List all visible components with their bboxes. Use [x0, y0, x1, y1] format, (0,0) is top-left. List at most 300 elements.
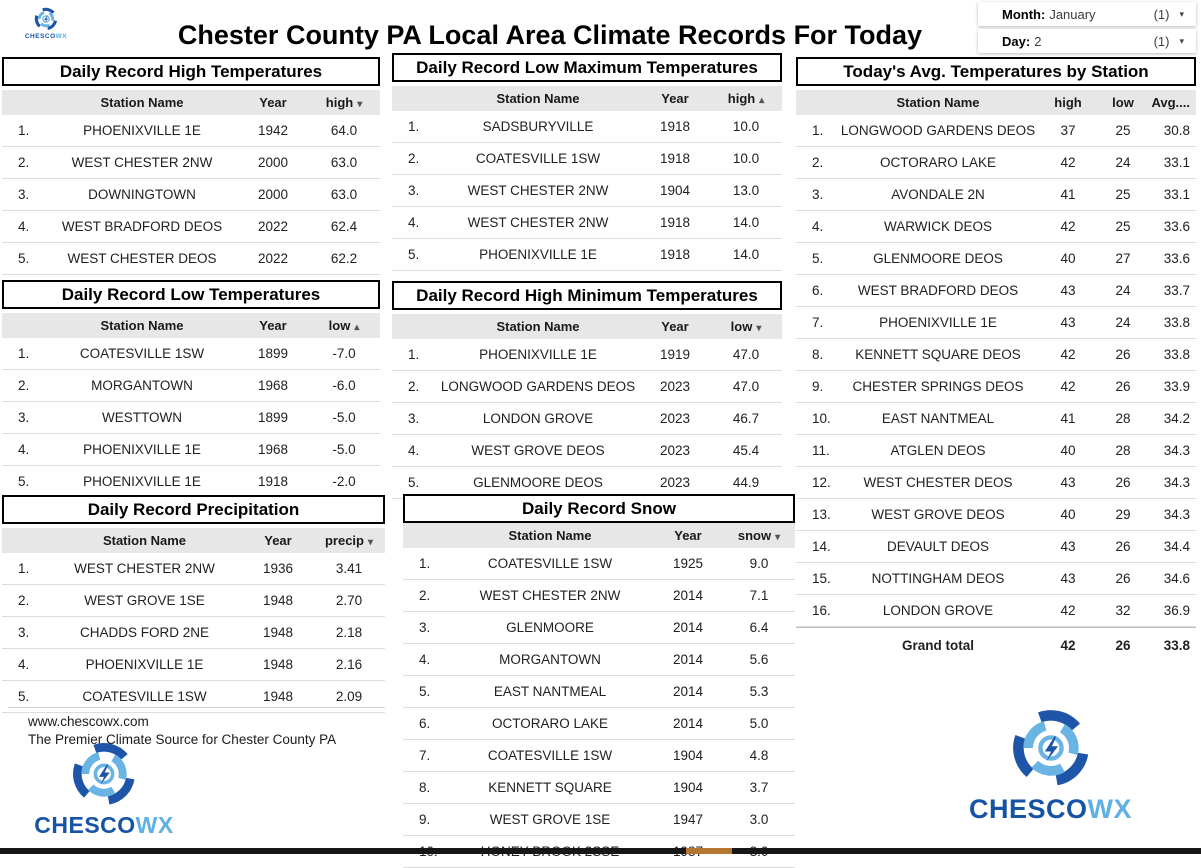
grand-total-high: 42: [1060, 637, 1076, 653]
todays-avg-table: [796, 57, 1196, 662]
avg-value: 33.6: [1163, 251, 1190, 266]
high-value: 40: [1060, 507, 1076, 522]
sort-desc-icon: ▾: [367, 537, 374, 548]
record-year: 1918: [659, 151, 691, 166]
record-year: 1948: [262, 593, 294, 608]
brand-wordmark: CHESCOWX: [968, 794, 1132, 824]
record-year: 2000: [257, 155, 289, 170]
table-title: Daily Record Precipitation: [2, 495, 385, 524]
record-value: 62.2: [330, 251, 358, 266]
high-value: 42: [1060, 155, 1076, 170]
table-row: [403, 580, 795, 612]
station-name: PHOENIXVILLE 1E: [479, 347, 597, 362]
table-header: [796, 90, 1196, 115]
sort-desc-icon: ▾: [775, 532, 781, 543]
table-row: [2, 243, 380, 275]
avg-value: 33.8: [1163, 315, 1190, 330]
table-row: [392, 339, 782, 371]
high-value: 42: [1060, 219, 1076, 234]
record-value: 47.0: [732, 379, 760, 394]
table-row: [403, 804, 795, 836]
record-year: 1904: [672, 780, 704, 795]
table-row: [796, 435, 1196, 467]
high-value: 43: [1060, 475, 1076, 490]
record-year: 2023: [659, 379, 691, 394]
record-year: 1919: [659, 347, 691, 362]
station-name: AVONDALE 2N: [891, 187, 985, 202]
high-value: 43: [1060, 539, 1076, 554]
table-row: [403, 548, 795, 580]
sort-asc-icon: ▴: [354, 322, 360, 333]
table-row: [392, 239, 782, 271]
record-year: 2023: [659, 411, 691, 426]
row-index: 5.: [18, 689, 30, 704]
record-high-table: [2, 57, 380, 275]
col-header-station[interactable]: Station Name: [100, 95, 184, 110]
high-value: 42: [1060, 379, 1076, 394]
record-value: 5.3: [749, 684, 769, 699]
station-name: LONDON GROVE: [882, 603, 994, 618]
station-name: WEST CHESTER DEOS: [67, 251, 217, 266]
record-value: 7.1: [749, 588, 769, 603]
table-header: [403, 523, 795, 548]
row-index: 4.: [419, 652, 431, 667]
station-name: COATESVILLE 1SW: [82, 689, 207, 704]
table-title: Daily Record Snow: [403, 494, 795, 523]
table-row: [2, 649, 385, 681]
row-index: 5.: [408, 475, 420, 490]
col-header-station[interactable]: Station Name: [102, 533, 187, 548]
record-year: 1968: [257, 378, 289, 393]
table-row: [2, 466, 380, 498]
table-header: [2, 90, 380, 115]
low-value: 26: [1115, 475, 1131, 490]
sort-desc-icon: ▾: [357, 99, 363, 110]
avg-value: 33.9: [1163, 379, 1190, 394]
chevron-down-icon: ▾: [1179, 8, 1184, 19]
record-year: 1947: [672, 812, 704, 827]
col-header-avg[interactable]: Avg....: [1151, 95, 1190, 110]
row-index: 6.: [812, 283, 824, 298]
table-header: [392, 86, 782, 111]
record-value: -7.0: [332, 346, 356, 361]
table-row: [796, 563, 1196, 595]
table-row: [2, 115, 380, 147]
record-low-table: [2, 280, 380, 498]
col-header-station[interactable]: Station Name: [100, 318, 184, 333]
record-value: 10.0: [732, 119, 760, 134]
grand-total-label: Grand total: [901, 637, 974, 653]
swirl-logo-icon: [33, 6, 59, 32]
record-year: 1918: [659, 119, 691, 134]
row-index: 4.: [408, 215, 420, 230]
record-year: 2014: [672, 716, 704, 731]
record-value: 45.4: [732, 443, 760, 458]
record-value: 2.70: [335, 593, 363, 608]
low-value: 24: [1115, 283, 1131, 298]
low-value: 26: [1115, 571, 1131, 586]
tagline: The Premier Climate Source for Chester County PA: [28, 732, 337, 747]
row-index: 16.: [812, 603, 831, 618]
record-value: 62.4: [330, 219, 358, 234]
high-value: 42: [1060, 347, 1076, 362]
row-index: 3.: [419, 620, 431, 635]
table-body: [392, 111, 782, 271]
bottom-bar: [0, 848, 1201, 854]
low-value: 26: [1115, 379, 1131, 394]
col-header-year[interactable]: Year: [264, 533, 292, 548]
station-name: COATESVILLE 1SW: [475, 151, 601, 166]
table-row: [796, 243, 1196, 275]
table-row: [2, 179, 380, 211]
station-name: LONDON GROVE: [482, 411, 594, 426]
page-title: Chester County PA Local Area Climate Records For Today: [177, 20, 923, 51]
station-name: CHESTER SPRINGS DEOS: [852, 379, 1024, 394]
table-row: [796, 403, 1196, 435]
table-title: Daily Record Low Maximum Temperatures: [392, 53, 782, 82]
station-name: NOTTINGHAM DEOS: [871, 571, 1005, 586]
record-value: 64.0: [330, 123, 358, 138]
row-index: 2.: [812, 155, 824, 170]
record-year: 2023: [659, 475, 691, 490]
row-index: 15.: [812, 571, 831, 586]
station-name: WEST CHESTER 2NW: [71, 155, 213, 170]
row-index: 3.: [18, 187, 30, 202]
avg-value: 34.6: [1163, 571, 1190, 586]
grand-total-row: [796, 627, 1196, 662]
table-row: [796, 371, 1196, 403]
row-index: 2.: [408, 379, 420, 394]
col-header-value[interactable]: precip ▾: [324, 533, 374, 548]
low-value: 29: [1115, 507, 1131, 522]
record-value: 2.16: [335, 657, 363, 672]
station-name: SADSBURYVILLE: [482, 119, 594, 134]
record-value: -6.0: [332, 378, 356, 393]
record-value: 5.6: [749, 652, 769, 667]
low-value: 25: [1115, 187, 1131, 202]
high-value: 43: [1060, 283, 1076, 298]
low-value: 24: [1115, 315, 1131, 330]
record-year: 1948: [262, 689, 294, 704]
record-value: -5.0: [332, 442, 356, 457]
low-value: 25: [1115, 219, 1131, 234]
record-year: 1904: [672, 748, 704, 763]
table-row: [796, 275, 1196, 307]
row-index: 1.: [18, 346, 30, 361]
high-value: 41: [1060, 187, 1076, 202]
col-header-station[interactable]: Station Name: [508, 528, 592, 543]
record-value: 63.0: [330, 187, 358, 202]
table-row: [796, 531, 1196, 563]
low-max-table: [392, 53, 782, 271]
table-row: [403, 708, 795, 740]
station-name: COATESVILLE 1SW: [487, 748, 613, 763]
day-filter-dropdown[interactable]: [978, 29, 1196, 53]
record-year: 1925: [672, 556, 704, 571]
table-row: [796, 211, 1196, 243]
col-header-year[interactable]: Year: [661, 91, 689, 106]
station-name: DOWNINGTOWN: [88, 187, 196, 202]
table-row: [796, 467, 1196, 499]
table-row: [392, 111, 782, 143]
station-name: COATESVILLE 1SW: [487, 556, 613, 571]
col-header-value[interactable]: high ▾: [325, 95, 363, 110]
row-index: 5.: [812, 251, 824, 266]
table-title: Daily Record Low Temperatures: [2, 280, 380, 309]
table-row: [796, 339, 1196, 371]
table-row: [403, 676, 795, 708]
record-snow-table: [403, 494, 795, 868]
grand-total-avg: 33.8: [1163, 637, 1190, 653]
station-name: WEST CHESTER 2NW: [74, 561, 215, 576]
brand-wordmark: CHESCOWX: [34, 812, 174, 838]
col-header-station[interactable]: Station Name: [496, 91, 580, 106]
col-header-low[interactable]: low: [1112, 95, 1134, 110]
table-row: [2, 338, 380, 370]
row-index: 9.: [812, 379, 824, 394]
col-header-year[interactable]: Year: [661, 319, 689, 334]
horizontal-scrollbar-thumb[interactable]: [686, 848, 732, 854]
high-value: 43: [1060, 315, 1076, 330]
table-row: [403, 612, 795, 644]
col-header-station[interactable]: Station Name: [896, 95, 980, 110]
station-name: WARWICK DEOS: [883, 219, 992, 234]
table-title: Daily Record High Temperatures: [2, 57, 380, 86]
month-filter-count: (1): [1153, 6, 1170, 22]
record-value: 46.7: [732, 411, 760, 426]
avg-value: 33.7: [1163, 283, 1190, 298]
brand-wordmark: CHESCOWX: [24, 33, 68, 40]
row-index: 4.: [812, 219, 824, 234]
col-header-year[interactable]: Year: [674, 528, 702, 543]
row-index: 2.: [18, 593, 30, 608]
station-name: WESTTOWN: [102, 410, 182, 425]
table-row: [2, 402, 380, 434]
record-year: 2023: [659, 443, 691, 458]
station-name: MORGANTOWN: [499, 652, 601, 667]
avg-value: 34.3: [1163, 507, 1190, 522]
station-name: WEST CHESTER 2NW: [467, 215, 609, 230]
record-year: 1918: [659, 247, 691, 262]
row-index: 14.: [812, 539, 831, 554]
record-year: 1948: [262, 625, 294, 640]
station-name: WEST GROVE 1SE: [489, 812, 611, 827]
record-value: 5.0: [749, 716, 769, 731]
row-index: 1.: [18, 123, 30, 138]
low-value: 26: [1115, 539, 1131, 554]
record-year: 1918: [659, 215, 691, 230]
row-index: 4.: [18, 442, 30, 457]
row-index: 2.: [408, 151, 420, 166]
col-header-year[interactable]: Year: [259, 95, 287, 110]
col-header-year[interactable]: Year: [259, 318, 287, 333]
table-row: [403, 740, 795, 772]
station-name: WEST CHESTER 2NW: [479, 588, 621, 603]
month-filter-label: Month:: [1002, 6, 1046, 22]
avg-value: 33.1: [1163, 155, 1190, 170]
station-name: OCTORARO LAKE: [491, 716, 609, 731]
record-value: 44.9: [732, 475, 760, 490]
col-header-station[interactable]: Station Name: [496, 319, 580, 334]
table-row: [796, 179, 1196, 211]
avg-value: 34.3: [1163, 475, 1190, 490]
row-index: 7.: [812, 315, 824, 330]
row-index: 3.: [408, 411, 420, 426]
station-name: WEST GROVE 1SE: [84, 593, 205, 608]
high-min-table: [392, 281, 782, 499]
row-index: 2.: [18, 155, 30, 170]
row-index: 2.: [419, 588, 431, 603]
table-header: [2, 313, 380, 338]
station-name: PHOENIXVILLE 1E: [83, 123, 201, 138]
station-name: GLENMOORE DEOS: [473, 475, 603, 490]
station-name: DEVAULT DEOS: [886, 539, 990, 554]
row-index: 3.: [18, 625, 30, 640]
station-name: COATESVILLE 1SW: [79, 346, 205, 361]
high-value: 40: [1060, 443, 1076, 458]
website-url: www.chescowx.com: [28, 714, 149, 729]
row-index: 3.: [408, 183, 420, 198]
table-row: [392, 371, 782, 403]
row-index: 8.: [419, 780, 431, 795]
record-year: 1968: [257, 442, 289, 457]
col-header-high[interactable]: high: [1054, 95, 1082, 110]
record-year: 1899: [257, 346, 289, 361]
table-body: [2, 338, 380, 498]
table-row: [392, 143, 782, 175]
record-value: 3.0: [749, 812, 769, 827]
station-name: PHOENIXVILLE 1E: [479, 247, 597, 262]
table-row: [392, 403, 782, 435]
record-year: 2022: [257, 219, 289, 234]
record-value: -2.0: [332, 474, 356, 489]
station-name: EAST NANTMEAL: [881, 411, 995, 426]
col-header-value[interactable]: low ▴: [328, 318, 360, 333]
table-row: [403, 644, 795, 676]
record-year: 2014: [672, 620, 704, 635]
chevron-down-icon: ▾: [1179, 35, 1184, 46]
row-index: 1.: [812, 123, 824, 138]
station-name: OCTORARO LAKE: [879, 155, 997, 170]
station-name: WEST CHESTER DEOS: [863, 475, 1013, 490]
table-row: [392, 207, 782, 239]
low-value: 28: [1115, 443, 1131, 458]
station-name: EAST NANTMEAL: [493, 684, 607, 699]
row-index: 11.: [812, 443, 830, 458]
station-name: PHOENIXVILLE 1E: [85, 657, 204, 672]
table-row: [2, 681, 385, 713]
swirl-logo-icon: [1007, 704, 1095, 792]
chescowx-logo-bottom-right: [963, 704, 1138, 825]
record-value: 2.09: [335, 689, 363, 704]
high-value: 40: [1060, 251, 1076, 266]
record-value: -5.0: [332, 410, 356, 425]
station-name: GLENMOORE: [506, 620, 594, 635]
record-value: 3.41: [335, 561, 363, 576]
record-value: 3.7: [749, 780, 769, 795]
row-index: 5.: [419, 684, 431, 699]
station-name: WEST GROVE DEOS: [471, 443, 605, 458]
sort-asc-icon: ▴: [759, 95, 765, 106]
record-year: 1899: [257, 410, 289, 425]
month-filter-value: January: [1049, 6, 1096, 22]
table-row: [796, 499, 1196, 531]
avg-value: 30.8: [1163, 123, 1190, 138]
low-value: 26: [1115, 347, 1131, 362]
chescowx-logo-bottom-left: [24, 738, 184, 839]
record-value: 10.0: [732, 151, 760, 166]
table-row: [2, 370, 380, 402]
row-index: 6.: [419, 716, 431, 731]
station-name: PHOENIXVILLE 1E: [83, 474, 201, 489]
col-header-value[interactable]: snow ▾: [737, 528, 781, 543]
table-row: [2, 553, 385, 585]
record-value: 47.0: [732, 347, 760, 362]
station-name: LONGWOOD GARDENS DEOS: [840, 123, 1036, 138]
record-value: 13.0: [732, 183, 760, 198]
station-name: CHADDS FORD 2NE: [79, 625, 209, 640]
table-row: [796, 147, 1196, 179]
low-value: 32: [1115, 603, 1131, 618]
table-header: [392, 314, 782, 339]
table-row: [2, 434, 380, 466]
station-name: PHOENIXVILLE 1E: [879, 315, 997, 330]
table-body: [403, 548, 795, 868]
record-year: 1918: [257, 474, 289, 489]
col-header-value[interactable]: low ▾: [730, 319, 762, 334]
low-value: 24: [1115, 155, 1131, 170]
row-index: 12.: [812, 475, 831, 490]
record-value: 14.0: [732, 247, 760, 262]
table-row: [403, 772, 795, 804]
table-row: [796, 595, 1196, 627]
row-index: 4.: [408, 443, 420, 458]
record-value: 63.0: [330, 155, 358, 170]
record-year: 1948: [262, 657, 294, 672]
col-header-value[interactable]: high ▴: [727, 91, 765, 106]
record-precip-table: [2, 495, 385, 713]
sort-desc-icon: ▾: [756, 323, 762, 334]
month-filter-dropdown[interactable]: [978, 2, 1196, 26]
table-body: [796, 115, 1196, 627]
row-index: 1.: [18, 561, 30, 576]
grand-total-low: 26: [1115, 637, 1131, 653]
high-value: 37: [1060, 123, 1076, 138]
table-row: [392, 435, 782, 467]
table-title: Daily Record High Minimum Temperatures: [392, 281, 782, 310]
station-name: KENNETT SQUARE: [488, 780, 612, 795]
record-value: 4.8: [749, 748, 769, 763]
row-index: 13.: [812, 507, 831, 522]
table-row: [2, 585, 385, 617]
station-name: WEST BRADFORD DEOS: [857, 283, 1019, 298]
station-name: WEST BRADFORD DEOS: [61, 219, 223, 234]
day-filter-count: (1): [1153, 33, 1170, 49]
record-year: 2000: [257, 187, 289, 202]
record-value: 14.0: [732, 215, 760, 230]
table-row: [2, 211, 380, 243]
chescowx-logo-small: [14, 6, 78, 40]
table-row: [392, 175, 782, 207]
table-body: [392, 339, 782, 499]
row-index: 7.: [419, 748, 431, 763]
table-row: [2, 617, 385, 649]
row-index: 3.: [18, 410, 30, 425]
station-name: GLENMOORE DEOS: [873, 251, 1003, 266]
table-header: [2, 528, 385, 553]
record-year: 1904: [659, 183, 691, 198]
table-row: [796, 307, 1196, 339]
